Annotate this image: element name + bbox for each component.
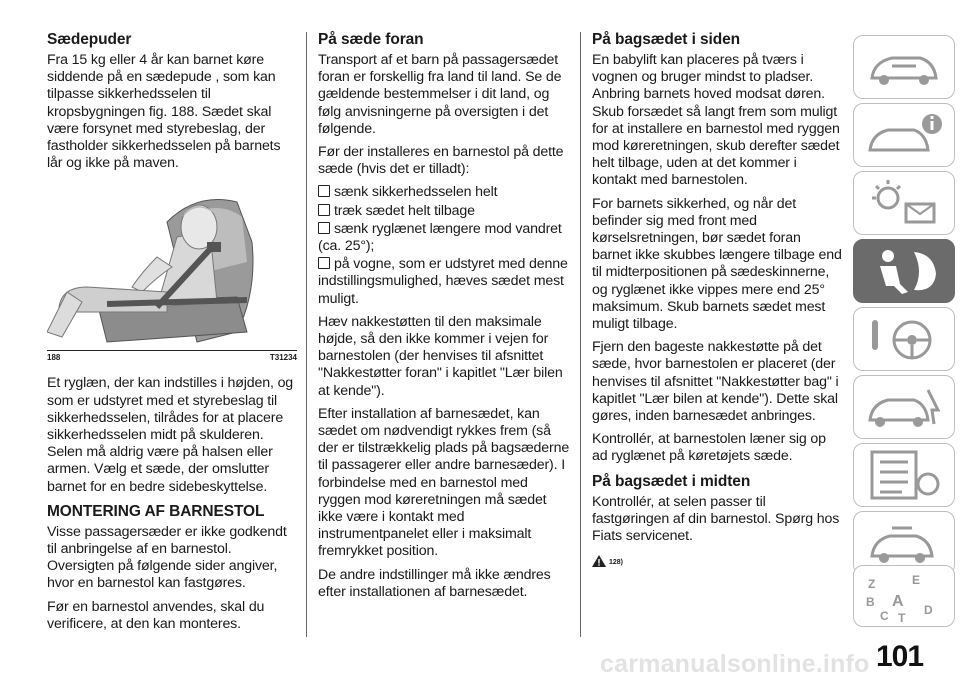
figure-number: 188	[47, 353, 61, 363]
figure-code: T31234	[269, 353, 297, 363]
car-info-icon	[862, 108, 946, 162]
paragraph: Før der installeres en barnestol på dette sæde (hvis det er tilladt):	[318, 144, 564, 178]
warning-lights-icon	[862, 176, 946, 230]
checkbox-bullet-icon	[318, 222, 330, 234]
bullet-item: på vogne, som er udstyret med denne indstillingsmulighed, hæves sædet mest muligt.	[318, 256, 568, 307]
paragraph: En babylift kan placeres på tværs i vognen og bruger mindst to pladser. Anbring barnets hoved modsat døren. Skub forsædet så langt frem som muligt for at installere en barnestol med ryggen mod køreretningen, skub derefter sædet helt tilbage, uden at det kommer i kontakt med barnestolen.	[592, 52, 840, 189]
bullet-item: sænk sikkerhedsselen helt	[318, 184, 573, 201]
page-number: 101	[876, 640, 924, 673]
car-dashboard-icon	[862, 40, 946, 94]
svg-text:B: B	[866, 595, 875, 609]
svg-text:D: D	[924, 603, 933, 617]
paragraph: Efter installation af barnesædet, kan sædet om nødvendigt rykkes frem (så der er tilstrækkelig plads på bagsæderne til passagerer eller andre barnesæder). I forbindelse med en barnestol med ryggen mod køreretningen må sædet ikke være i kontakt med instrumentpanelet eller i maksimalt fremrykket position.	[318, 405, 570, 560]
checkbox-bullet-icon	[318, 185, 330, 197]
paragraph: Transport af et barn på passagersædet foran er forskellig fra land til land. Se de gældende bestemmelser i dit land, og følg anvisningerne på oversigten i det følgende.	[318, 52, 562, 137]
paragraph: Fra 15 kg eller 4 år kan barnet køre siddende på en sædepude , som kan tilpasse sikkerhedsselen til kropsbygningen fig. 188. Sædet skal være forsynet med styrebeslag, der fastholder sikkerhedsselen på barnets lår og ikke på maven.	[47, 52, 281, 172]
svg-text:A: A	[892, 593, 904, 610]
paragraph: Visse passagersæder er ikke godkendt til anbringelse af en barnestol. Oversigten på følgende sider angiver, hvor en barnestol kan fastgøres.	[47, 523, 287, 592]
car-specs-icon	[862, 516, 946, 570]
child-booster-seat-illustration	[47, 182, 297, 350]
paragraph: Kontrollér, at selen passer til fastgøringen af din barnestol. Spørg hos Fiats servicenet.	[592, 493, 840, 545]
bullet-item: sænk ryglænet længere mod vandret (ca. 25°);	[318, 220, 562, 255]
sidebar-tab-dashboard[interactable]	[853, 35, 955, 99]
child-airbag-icon	[862, 244, 946, 298]
paragraph: Fjern den bageste nakkestøtte på det sæde, hvor barnestolen er placeret (der henvises til afsnittet "Nakkestøtter bag" i kapitlet "Lær bilen at kende"). Dette skal gøres, inden barnesædet anbringes.	[592, 339, 839, 425]
sidebar-tab-warnings[interactable]	[853, 171, 955, 235]
sidebar-tab-index[interactable]	[853, 565, 955, 627]
paragraph: Før en barnestol anvendes, skal du verificere, at den kan monteres.	[47, 598, 265, 632]
steering-wheel-icon	[862, 312, 946, 366]
sidebar-tab-safety[interactable]	[853, 239, 955, 303]
svg-text:C: C	[880, 609, 889, 623]
sidebar-tab-emergency[interactable]	[853, 375, 955, 439]
warning-note: 128)	[592, 551, 842, 572]
paragraph: Hæv nakkestøtten til den maksimale højde, så den ikke kommer i vejen for barnestolen (der henvises til afsnittet "Nakkestøtter foran" i kapitlet "Lær bilen at kende").	[318, 313, 563, 399]
column-divider	[580, 32, 581, 637]
sidebar-tab-driving[interactable]	[853, 307, 955, 371]
column-left	[47, 30, 297, 639]
car-breakdown-icon	[862, 380, 946, 434]
sidebar-tab-info[interactable]	[853, 103, 955, 167]
watermark: carmanualsonline.info	[600, 650, 870, 678]
paragraph: Et ryglæn, der kan indstilles i højden, og som er udstyret med et styrebeslag til sikkerhedsselen, tilrådes for at placere sikkerhedsselen midt på skulderen. Selen må aldrig være på halsen eller armen. Vælg et sæde, der omslutter barnet for en bedre sidebeskyttelse.	[47, 375, 294, 495]
warning-triangle-icon	[592, 554, 606, 572]
checkbox-bullet-icon	[318, 257, 330, 269]
heading-bagsaede-siden: På bagsædet i siden	[592, 31, 740, 48]
sidebar-tab-maintenance[interactable]	[853, 443, 955, 507]
column-right	[592, 30, 842, 572]
heading-bagsaede-midten: På bagsædet i midten	[592, 472, 751, 490]
svg-text:T: T	[898, 611, 906, 624]
index-alphabet-icon	[862, 570, 946, 624]
paragraph: Kontrollér, at barnestolen læner sig op ad ryglænet på køretøjets sæde.	[592, 431, 826, 465]
heading-saede-foran: På sæde foran	[318, 31, 424, 48]
checkbox-bullet-icon	[318, 204, 330, 216]
heading-montering: MONTERING AF BARNESTOL	[47, 502, 265, 520]
bullet-item: træk sædet helt tilbage	[318, 203, 573, 220]
heading-saedepuder: Sædepuder	[47, 31, 132, 48]
figure-caption	[47, 350, 297, 365]
svg-text:Z: Z	[868, 577, 876, 591]
column-middle	[318, 30, 573, 607]
paragraph: For barnets sikkerhed, og når det befinder sig med front med kørselsretningen, bør sædet foran barnet ikke skubbes længere tilbage end til midterpositionen på sædeskinnerne, og ryglænet ikke vippes mere end 25° maksimum. Skub barnets sædet mest muligt tilbage.	[592, 195, 842, 333]
paragraph: De andre indstillinger må ikke ændres efter installationen af barnesædet.	[318, 566, 551, 600]
maintenance-list-icon	[862, 448, 946, 502]
column-divider	[306, 32, 307, 637]
svg-text:E: E	[912, 573, 921, 587]
